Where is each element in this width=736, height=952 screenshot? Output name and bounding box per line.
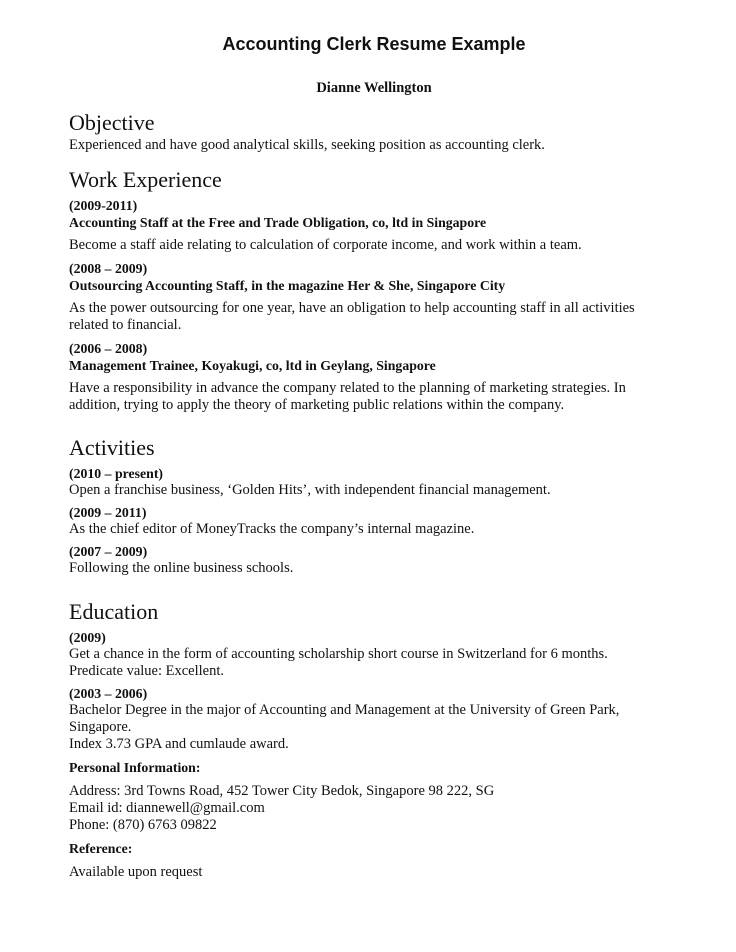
work-entry (69, 341, 676, 414)
activity-text: As the chief editor of MoneyTracks the company’s internal magazine. (69, 521, 475, 537)
education-entry (69, 630, 676, 680)
work-entry-description: related to financial. (69, 317, 182, 333)
work-entry-date: (2009-2011) (69, 198, 138, 213)
education-text: Bachelor Degree in the major of Accounting and Management at the University of Green Park, (69, 702, 620, 718)
work-entry-description: Become a staff aide relating to calculation of corporate income, and work within a team. (69, 237, 582, 253)
work-entry-description: As the power outsourcing for one year, have an obligation to help accounting staff in all activities (69, 300, 635, 316)
activity-date: (2010 – present) (69, 466, 164, 481)
reference-section (69, 840, 676, 881)
education-date: (2003 – 2006) (69, 686, 148, 701)
work-entry-description: Have a responsibility in advance the company related to the planning of marketing strategies. In (69, 380, 626, 396)
objective-text: Experienced and have good analytical skills, seeking position as accounting clerk. (69, 137, 545, 153)
work-experience-heading: Work Experience (69, 167, 222, 192)
objective-heading: Objective (69, 110, 155, 135)
education-text: Predicate value: Excellent. (69, 663, 224, 679)
work-entry-date: (2006 – 2008) (69, 341, 148, 356)
candidate-name: Dianne Wellington (316, 80, 432, 96)
work-entry-role: Outsourcing Accounting Staff, in the magazine Her & She, Singapore City (69, 278, 506, 293)
education-text: Get a chance in the form of accounting scholarship short course in Switzerland for 6 months. (69, 646, 608, 662)
work-entry (69, 261, 676, 334)
activity-entry (69, 544, 676, 577)
activity-date: (2007 – 2009) (69, 544, 148, 559)
work-entry-role: Management Trainee, Koyakugi, co, ltd in Geylang, Singapore (69, 358, 436, 373)
reference-label: Reference: (69, 841, 133, 856)
document-title: Accounting Clerk Resume Example (222, 34, 526, 54)
education-entry (69, 686, 676, 753)
email-line: Email id: diannewell@gmail.com (69, 800, 265, 816)
activity-entry (69, 505, 676, 538)
activity-entry (69, 466, 676, 499)
address-line: Address: 3rd Towns Road, 452 Tower City Bedok, Singapore 98 222, SG (69, 783, 495, 799)
activity-text: Open a franchise business, ‘Golden Hits’, with independent financial management. (69, 482, 551, 498)
work-entry (69, 198, 676, 254)
reference-text: Available upon request (69, 864, 203, 880)
education-text: Index 3.73 GPA and cumlaude award. (69, 736, 289, 752)
education-text: Singapore. (69, 719, 132, 735)
phone-line: Phone: (870) 6763 09822 (69, 817, 217, 833)
work-entry-role: Accounting Staff at the Free and Trade Obligation, co, ltd in Singapore (69, 215, 487, 230)
activities-heading: Activities (69, 435, 155, 460)
activity-text: Following the online business schools. (69, 560, 294, 576)
personal-information (69, 759, 676, 834)
activity-date: (2009 – 2011) (69, 505, 147, 520)
education-heading: Education (69, 599, 159, 624)
personal-information-label: Personal Information: (69, 760, 201, 775)
work-entry-date: (2008 – 2009) (69, 261, 148, 276)
work-entry-description: addition, trying to apply the theory of marketing public relations within the company. (69, 397, 565, 413)
education-date: (2009) (69, 630, 106, 645)
